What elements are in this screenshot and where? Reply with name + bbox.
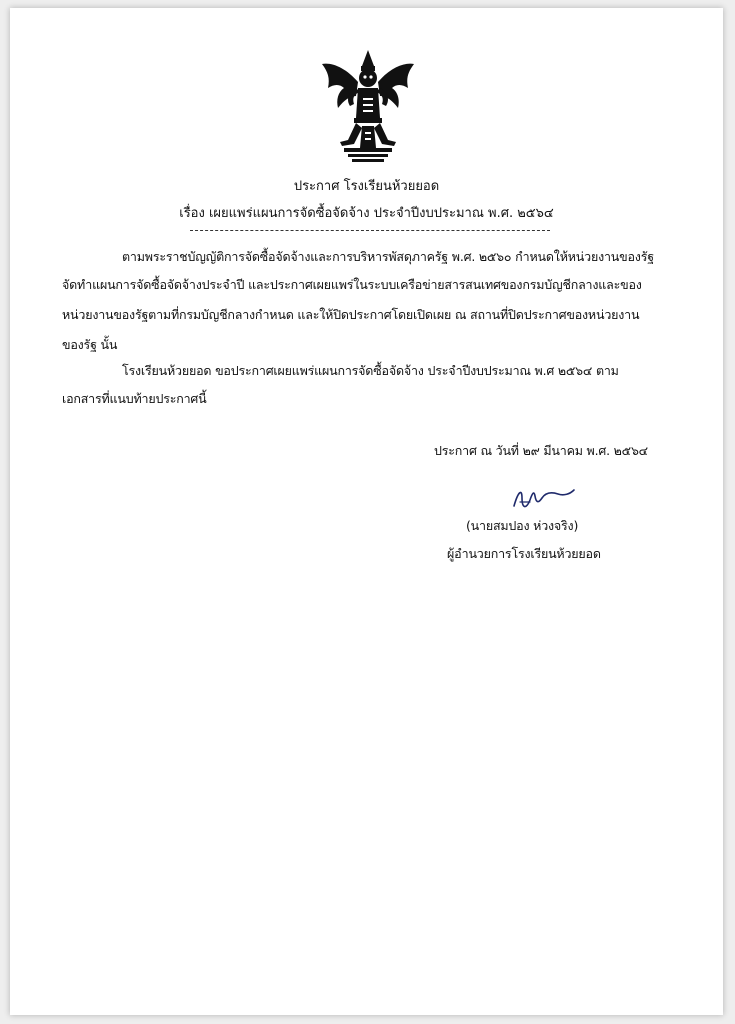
signer-title: ผู้อำนวยการโรงเรียนห้วยยอด [447,546,601,561]
paragraph-1-line: หน่วยงานของรัฐตามที่กรมบัญชีกลางกำหนด และให้ปิดประกาศโดยเปิดเผย ณ สถานที่ปิดประกาศของหน่วยงาน [62,307,640,322]
announcement-date: ประกาศ ณ วันที่ ๒๙ มีนาคม พ.ศ. ๒๕๖๔ [434,443,648,458]
paragraph-1-line: จัดทำแผนการจัดซื้อจัดจ้างประจำปี และประกาศเผยแพร่ในระบบเครือข่ายสารสนเทศของกรมบัญชีกลางและของ [62,277,642,292]
paragraph-2-line: โรงเรียนห้วยยอด ขอประกาศเผยแพร่แผนการจัดซื้อจัดจ้าง ประจำปีงบประมาณ พ.ศ ๒๕๖๔ ตาม [122,363,619,378]
title-divider [190,230,550,231]
announcement-title: ประกาศ โรงเรียนห้วยยอด [293,179,440,194]
paragraph-1-line: ตามพระราชบัญญัติการจัดซื้อจัดจ้างและการบริหารพัสดุภาครัฐ พ.ศ. ๒๕๖๐ กำหนดให้หน่วยงานของรัฐ [122,249,654,264]
signer-name: (นายสมปอง ห่วงจริง) [466,518,579,533]
garuda-emblem-icon [318,48,418,163]
paragraph-2-line: เอกสารที่แนบท้ายประกาศนี้ [62,391,207,406]
announcement-subject: เรื่อง เผยแพร่แผนการจัดซื้อจัดจ้าง ประจำปีงบประมาณ พ.ศ. ๒๕๖๔ [179,206,554,221]
document-page [10,8,723,1015]
signature-icon [508,480,578,514]
paragraph-1-line: ของรัฐ นั้น [62,337,118,352]
